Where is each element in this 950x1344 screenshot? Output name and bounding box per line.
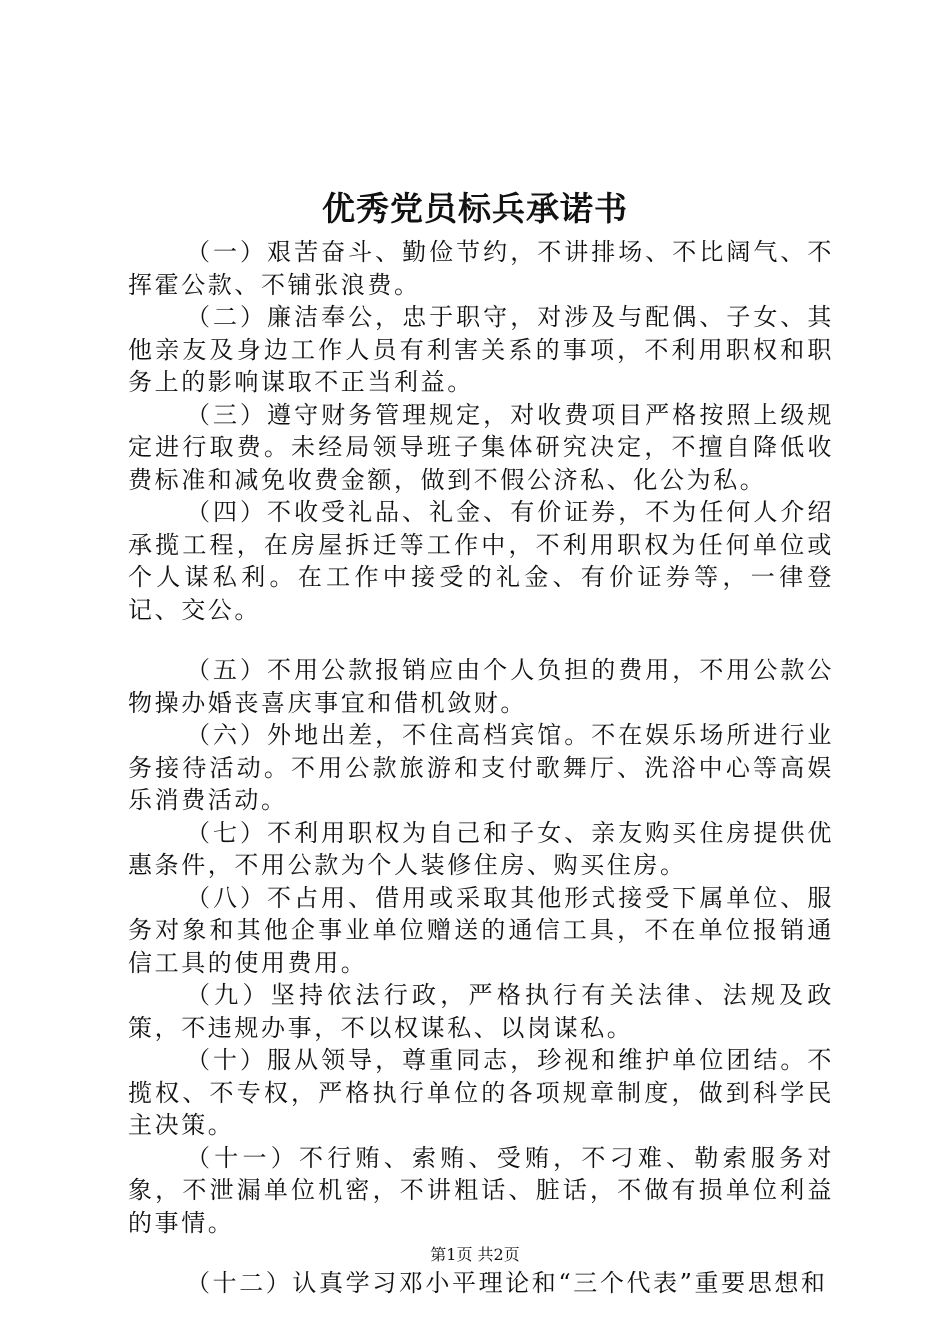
clause-11: （十一）不行贿、索贿、受贿，不刁难、勒索服务对象，不泄漏单位机密，不讲粗话、脏话，不做有损单位利益的事情。 [128,1143,834,1237]
clause-8: （八）不占用、借用或采取其他形式接受下属单位、服务对象和其他企事业单位赠送的通信工具，不在单位报销通信工具的使用费用。 [128,883,834,977]
clause-9: （九）坚持依法行政，严格执行有关法律、法规及政策，不违规办事，不以权谋私、以岗谋私。 [128,981,834,1042]
clause-4: （四）不收受礼品、礼金、有价证券，不为任何人介绍承揽工程，在房屋拆迁等工作中，不利用职权为任何单位或个人谋私利。在工作中接受的礼金、有价证券等，一律登记、交公。 [128,498,834,624]
clause-10: （十）服从领导，尊重同志，珍视和维护单位团结。不揽权、不专权，严格执行单位的各项规章制度，做到科学民主决策。 [128,1046,834,1139]
clause-7: （七）不利用职权为自己和子女、亲友购买住房提供优惠条件，不用公款为个人装修住房、购买住房。 [128,818,834,879]
clause-1: （一）艰苦奋斗、勤俭节约，不讲排场、不比阔气、不挥霍公款、不铺张浪费。 [128,238,834,299]
paragraph-spacer [128,626,834,654]
clause-12: （十二）认真学习邓小平理论和“三个代表”重要思想和 [186,1269,828,1297]
clause-5: （五）不用公款报销应由个人负担的费用，不用公款公物操办婚丧喜庆事宜和借机敛财。 [128,656,834,717]
document-title: 优秀党员标兵承诺书 [322,189,628,228]
clause-3: （三）遵守财务管理规定，对收费项目严格按照上级规定进行取费。未经局领导班子集体研究决定，不擅自降低收费标准和减免收费金额，做到不假公济私、化公为私。 [128,400,834,494]
page-footer: 第1页 共2页 [430,1245,520,1264]
clause-2: （二）廉洁奉公，忠于职守，对涉及与配偶、子女、其他亲友及身边工作人员有利害关系的事项，不利用职权和职务上的影响谋取不正当利益。 [128,303,834,396]
document-body [128,236,834,1300]
clause-6: （六）外地出差，不住高档宾馆。不在娱乐场所进行业务接待活动。不用公款旅游和支付歌舞厅、洗浴中心等高娱乐消费活动。 [128,721,834,814]
